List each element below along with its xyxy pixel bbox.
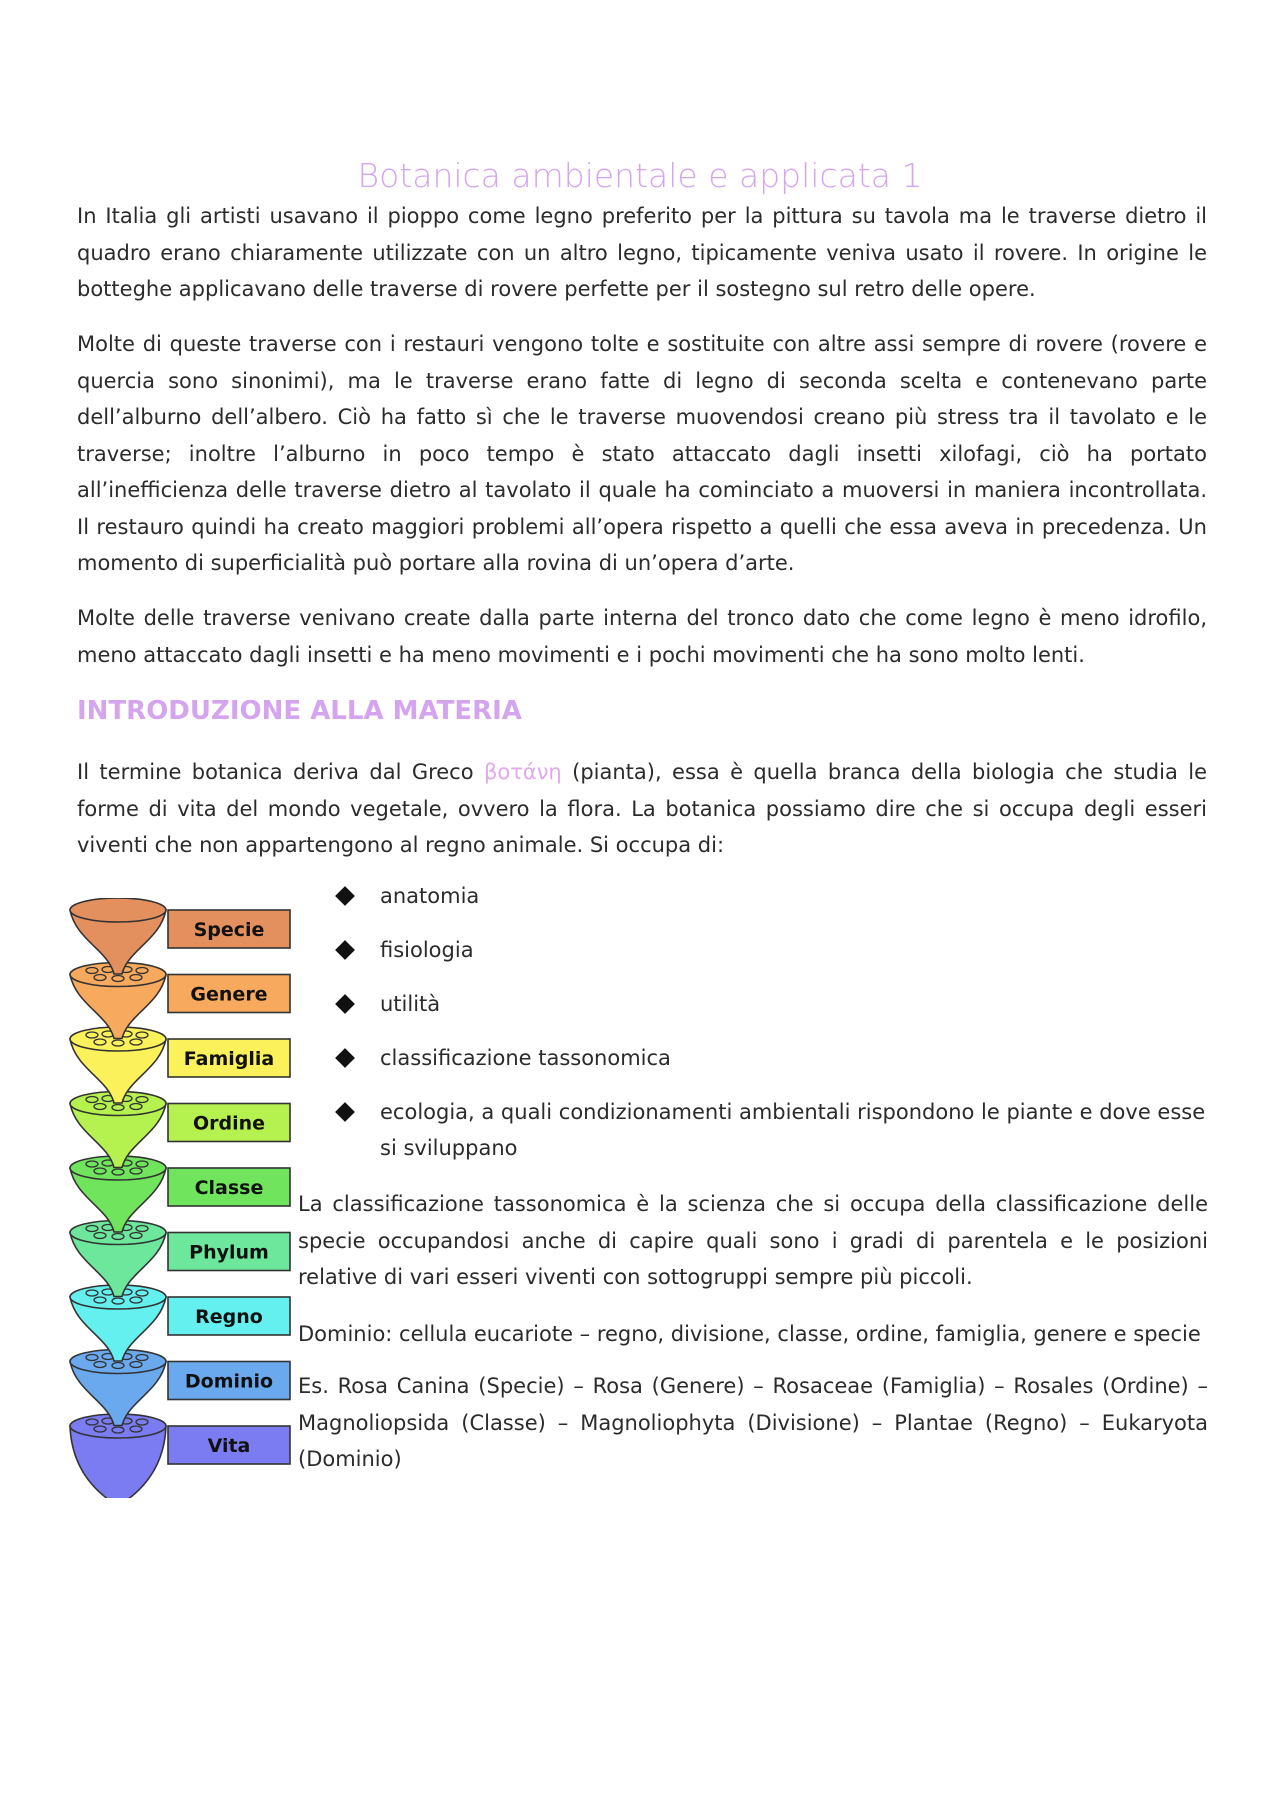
topics-list [335, 878, 1210, 1184]
diamond-bullet-icon [335, 886, 355, 906]
diamond-bullet-icon [335, 940, 355, 960]
list-item-text: fisiologia [380, 938, 474, 962]
paragraph-2: Molte di queste traverse con i restauri vengono tolte e sostituite con altre assi sempre di rovere (rovere e quercia sono sinonimi), ma le traverse erano fatte di legno di seconda scelta e contenevano parte dell’alburno dell’albero. Ciò ha fatto sì che le traverse muovendosi creano più stress tra il tavolato e le traverse; inoltre l’alburno in poco tempo è stato attaccato dagli insetti xilofagi, ciò ha portato all’inefficienza delle traverse dietro al tavolato il quale ha cominciato a muoversi in maniera incontrollata. Il restauro quindi ha creato maggiori problemi all’opera rispetto a quelli che essa aveva in precedenza. Un momento di superficialità può portare alla rovina di un’opera d’arte. [77, 332, 1207, 575]
list-item-text: utilità [380, 992, 441, 1016]
taxonomy-funnel-diagram [68, 898, 298, 1498]
domain-line: Dominio: cellula eucariote – regno, divisione, classe, ordine, famiglia, genere e specie [298, 1322, 1201, 1346]
section-heading: INTRODUZIONE ALLA MATERIA [77, 696, 522, 726]
diamond-bullet-icon [335, 1102, 355, 1122]
list-item [335, 1040, 1210, 1076]
level-label: Vita [207, 1435, 251, 1457]
funnel-rim [70, 898, 166, 922]
level-label: Genere [190, 983, 268, 1006]
intro-text-before: Il termine botanica deriva dal Greco [77, 760, 484, 784]
list-item [335, 1094, 1210, 1166]
level-label: Dominio [184, 1370, 274, 1393]
diamond-bullet-icon [335, 1048, 355, 1068]
list-item-text: classificazione tassonomica [380, 1046, 671, 1070]
page-title: Botanica ambientale e applicata 1 [357, 156, 923, 196]
level-label: Specie [193, 919, 265, 941]
level-label: Ordine [192, 1112, 266, 1135]
list-item [335, 878, 1210, 914]
example-paragraph: Es. Rosa Canina (Specie) – Rosa (Genere) – Rosaceae (Famiglia) – Rosales (Ordine) – Magnoliopsida (Classe) – Magnoliophyta (Divisione) – Plantae (Regno) – Eukaryota (Dominio) [298, 1374, 1208, 1471]
greek-term: βοτάνη [483, 760, 562, 784]
paragraph-1: In Italia gli artisti usavano il pioppo come legno preferito per la pittura su tavola ma le traverse dietro il quadro erano chiaramente utilizzate con un altro legno, tipicamente veniva usato il rovere. In origine le botteghe applicavano delle traverse di rovere perfette per il sostegno sul retro delle opere. [77, 204, 1207, 301]
list-item [335, 932, 1210, 968]
list-item-text: ecologia, a quali condizionamenti ambientali rispondono le piante e dove esse si sviluppano [380, 1100, 1206, 1160]
list-item-text: anatomia [380, 884, 480, 908]
level-label: Famiglia [183, 1048, 275, 1070]
paragraph-3: Molte delle traverse venivano create dalla parte interna del tronco dato che come legno è meno idrofilo, meno attaccato dagli insetti e ha meno movimenti e i pochi movimenti che ha sono molto lenti. [77, 606, 1207, 667]
taxonomy-paragraph: La classificazione tassonomica è la scienza che si occupa della classificazione delle specie occupandosi anche di capire quali sono i gradi di parentela e le posizioni relative di vari esseri viventi con sottogruppi sempre più piccoli. [298, 1192, 1208, 1289]
intro-paragraph [77, 754, 1207, 864]
intro-text-after: (pianta), essa è quella branca della biologia che studia le forme di vita del mondo vegetale, ovvero la flora. La botanica possiamo dire che si occupa degli esseri viventi che non appartengono al regno animale. Si occupa di: [77, 760, 1207, 857]
diamond-bullet-icon [335, 994, 355, 1014]
level-label: Regno [195, 1306, 263, 1328]
level-label: Phylum [189, 1241, 269, 1264]
funnel-level [70, 1414, 290, 1498]
level-label: Classe [194, 1177, 264, 1199]
list-item [335, 986, 1210, 1022]
